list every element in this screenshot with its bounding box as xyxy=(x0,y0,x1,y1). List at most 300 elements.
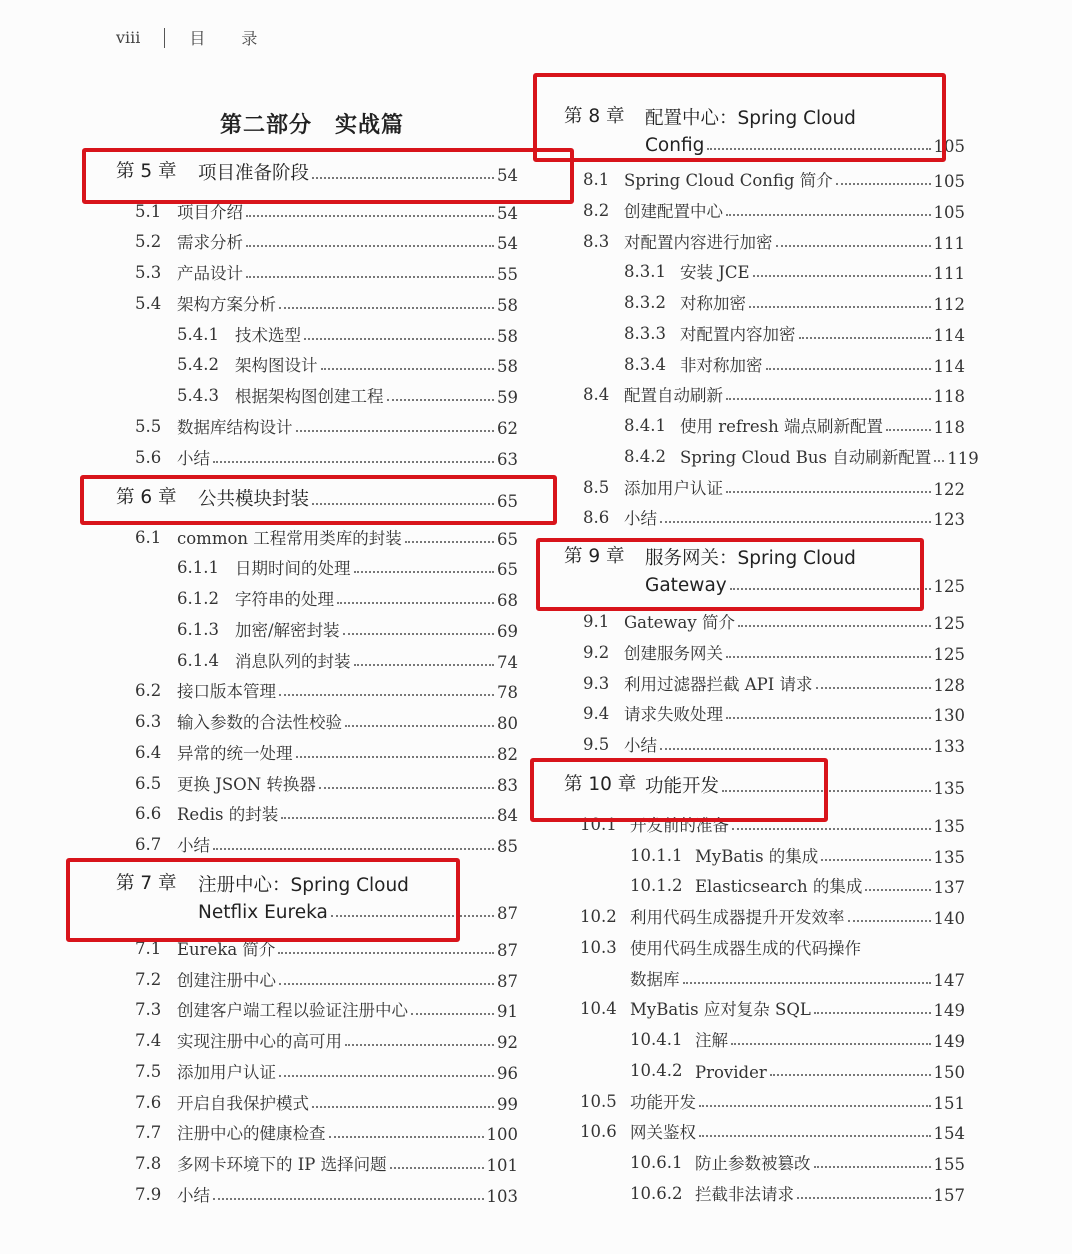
toc-entry-title: 输入参数的合法性校验 xyxy=(177,713,342,733)
toc-entry-number: 5.4.2 xyxy=(177,355,219,375)
toc-section-entry xyxy=(116,1152,518,1183)
dot-leader xyxy=(722,790,930,792)
toc-entry-title: 小结 xyxy=(177,836,210,856)
toc-entry-title: 添加用户认证 xyxy=(624,478,723,498)
dot-leader xyxy=(246,276,494,278)
toc-section-entry xyxy=(116,1090,518,1121)
toc-entry-title: 架构方案分析 xyxy=(177,294,276,314)
toc-entry-line xyxy=(116,260,518,284)
toc-entry-number: 9.2 xyxy=(583,642,610,662)
toc-section-entry xyxy=(564,640,965,671)
toc-section-entry xyxy=(564,671,965,702)
toc-entry-number: 第 8 章 xyxy=(564,106,625,127)
toc-entry-number: 7.8 xyxy=(135,1154,162,1174)
dot-leader xyxy=(312,503,494,505)
toc-page-number: 65 xyxy=(497,491,518,511)
toc-entry-number: 6.1.3 xyxy=(177,619,219,639)
toc-entry-number: 9.4 xyxy=(583,704,610,724)
dot-leader xyxy=(707,148,930,150)
dot-leader xyxy=(329,1136,484,1138)
toc-page-number: 99 xyxy=(497,1094,518,1114)
toc-entry-line xyxy=(564,444,979,468)
toc-page-number: 105 xyxy=(933,202,965,222)
toc-entry-title: 数据库 xyxy=(630,969,680,989)
toc-entry-number: 5.4.3 xyxy=(177,386,219,406)
toc-page-number: 65 xyxy=(497,529,518,549)
toc-chapter-entry xyxy=(116,150,518,199)
toc-page-number: 155 xyxy=(933,1155,965,1175)
toc-entry-line xyxy=(116,383,518,407)
toc-entry-number: 6.6 xyxy=(135,804,162,824)
toc-entry-number: 10.6.1 xyxy=(630,1153,683,1173)
toc-page-number: 135 xyxy=(933,816,965,836)
dot-leader xyxy=(213,1198,484,1200)
toc-entry-title: 技术选型 xyxy=(235,325,301,345)
toc-entry-line xyxy=(564,904,965,928)
toc-entry-number: 5.1 xyxy=(135,201,162,221)
dot-leader xyxy=(279,983,494,985)
toc-entry-number: 9.3 xyxy=(583,673,610,693)
toc-entry-title: Elasticsearch 的集成 xyxy=(695,877,863,897)
toc-entry-line xyxy=(116,445,518,469)
toc-entry-number: 6.2 xyxy=(135,681,162,701)
part-title: 第二部分 实战篇 xyxy=(220,112,405,138)
toc-entry-line xyxy=(116,555,518,579)
running-header xyxy=(116,26,257,49)
toc-page-number: 151 xyxy=(933,1093,965,1113)
toc-section-entry xyxy=(564,506,965,537)
toc-page-number: 82 xyxy=(497,744,518,764)
toc-chapter-entry xyxy=(116,476,518,525)
dot-leader xyxy=(279,1075,494,1077)
toc-page-number: 83 xyxy=(497,775,518,795)
toc-entry-number: 10.1.1 xyxy=(630,845,683,865)
toc-entry-number: 10.3 xyxy=(580,937,617,957)
toc-entry-line xyxy=(116,801,518,825)
toc-entry-title: 创建客户端工程以验证注册中心 xyxy=(177,1001,408,1021)
toc-entry-title: 使用 refresh 端点刷新配置 xyxy=(680,417,883,436)
toc-entry-title: 字符串的处理 xyxy=(235,590,334,610)
toc-entry-line xyxy=(116,1059,518,1083)
toc-section-entry xyxy=(564,936,965,998)
toc-entry-title: Gateway 简介 xyxy=(624,613,735,632)
toc-entry-title: 使用代码生成器生成的代码操作 xyxy=(630,938,861,958)
toc-entry-number: 8.3.4 xyxy=(624,354,666,374)
toc-page-number: 55 xyxy=(497,265,518,285)
toc-subsection-entry xyxy=(564,321,965,352)
dot-leader xyxy=(749,306,931,308)
toc-page-number: 54 xyxy=(497,203,518,223)
toc-section-entry xyxy=(116,1182,518,1213)
toc-entry-title: 添加用户认证 xyxy=(177,1062,276,1082)
header-title-1: 目 xyxy=(189,29,206,48)
toc-section-entry xyxy=(116,199,518,230)
toc-page-number: 96 xyxy=(497,1063,518,1083)
toc-entry-number: 10.4 xyxy=(580,999,617,1019)
toc-entry-title: MyBatis 应对复杂 SQL xyxy=(630,1000,811,1020)
toc-entry-line xyxy=(564,321,965,345)
toc-entry-number: 7.1 xyxy=(135,938,162,958)
toc-page-number: 114 xyxy=(933,325,965,345)
toc-entry-number: 5.3 xyxy=(135,263,162,283)
toc-entry-number: 第 7 章 xyxy=(116,872,177,894)
toc-entry-line xyxy=(564,290,965,314)
toc-entry-line xyxy=(116,617,518,641)
toc-entry-line xyxy=(116,709,518,733)
toc-entry-number: 10.1 xyxy=(580,814,617,834)
toc-section-entry xyxy=(564,475,965,506)
toc-entry-line xyxy=(564,732,965,756)
toc-entry-number: 10.6 xyxy=(580,1122,617,1142)
toc-entry-line xyxy=(116,1090,518,1114)
toc-entry-title: 注册中心的健康检查 xyxy=(177,1124,326,1144)
toc-entry-title: 小结 xyxy=(624,736,657,755)
toc-entry-title: 网关鉴权 xyxy=(630,1123,696,1143)
dot-leader xyxy=(281,817,494,819)
toc-entry-number: 10.1.2 xyxy=(630,876,683,896)
toc-page-number: 157 xyxy=(933,1185,965,1205)
toc-entry-line xyxy=(564,609,965,633)
toc-section-entry xyxy=(116,261,518,292)
toc-entry-line xyxy=(564,475,965,499)
dot-leader xyxy=(354,571,495,573)
dot-leader xyxy=(354,664,495,666)
dot-leader xyxy=(331,915,494,917)
dot-leader xyxy=(387,399,495,401)
toc-entry-number: 7.3 xyxy=(135,1000,162,1020)
toc-entry-title: 小结 xyxy=(177,448,210,468)
toc-entry-line xyxy=(564,382,965,406)
toc-entry-number: 8.5 xyxy=(583,477,610,497)
toc-section-entry xyxy=(564,1120,965,1151)
toc-page-number: 101 xyxy=(486,1156,518,1176)
toc-entry-number: 7.5 xyxy=(135,1061,162,1081)
dot-leader xyxy=(848,920,931,922)
toc-section-entry xyxy=(116,710,518,741)
toc-left-column xyxy=(116,150,518,1213)
toc-entry-title: 接口版本管理 xyxy=(177,682,276,702)
toc-entry-title: 配置中心：Spring Cloud xyxy=(645,108,856,129)
toc-section-entry xyxy=(116,998,518,1029)
toc-entry-title: Gateway xyxy=(645,575,727,597)
toc-entry-number: 10.4.1 xyxy=(630,1030,683,1050)
toc-entry-line xyxy=(116,1120,518,1144)
toc-page-number: 149 xyxy=(933,1032,965,1052)
toc-page-number: 68 xyxy=(497,591,518,611)
toc-entry-title: Provider xyxy=(695,1062,767,1082)
toc-entry-title: 注册中心：Spring Cloud xyxy=(198,874,409,896)
toc-section-entry xyxy=(564,702,965,733)
toc-section-entry xyxy=(564,168,965,199)
toc-entry-line xyxy=(564,1058,965,1082)
toc-page-number: 135 xyxy=(933,778,965,798)
toc-entry-number: 9.1 xyxy=(583,612,610,631)
toc-section-entry xyxy=(564,198,965,229)
toc-entry-title: 请求失败处理 xyxy=(624,705,723,725)
toc-chapter-entry xyxy=(116,863,518,936)
dot-leader xyxy=(770,1074,931,1076)
toc-page-number: 58 xyxy=(497,295,518,315)
toc-entry-title: Redis 的封装 xyxy=(177,805,279,825)
toc-entry-line xyxy=(116,487,518,511)
toc-page-number: 112 xyxy=(933,295,965,314)
toc-entry-title: 功能开发 xyxy=(645,775,720,797)
toc-entry-number: 第 10 章 xyxy=(564,773,637,795)
toc-section-entry xyxy=(564,383,965,414)
toc-entry-title: 利用代码生成器提升开发效率 xyxy=(630,908,845,928)
toc-section-entry xyxy=(116,230,518,261)
toc-section-entry xyxy=(116,1059,518,1090)
toc-section-entry xyxy=(116,740,518,771)
toc-entry-line xyxy=(116,832,518,856)
toc-entry-number: 6.1 xyxy=(135,527,162,547)
dot-leader xyxy=(345,1044,494,1046)
toc-entry-title: 拦截非法请求 xyxy=(695,1184,794,1204)
toc-entry-line xyxy=(564,229,965,253)
toc-page-number: 87 xyxy=(497,971,518,991)
toc-page-number: 62 xyxy=(497,418,518,438)
toc-entry-title: 需求分析 xyxy=(177,233,243,253)
dot-leader xyxy=(799,337,931,339)
toc-chapter-entry xyxy=(564,537,965,610)
toc-subsection-entry xyxy=(116,648,518,679)
toc-page-number: 135 xyxy=(933,847,965,867)
toc-page-number: 133 xyxy=(933,737,965,756)
toc-section-entry xyxy=(116,525,518,556)
dot-leader xyxy=(726,214,931,216)
toc-entry-title: 创建注册中心 xyxy=(177,970,276,990)
dot-leader xyxy=(312,1106,494,1108)
toc-entry-title: 实现注册中心的高可用 xyxy=(177,1032,342,1052)
toc-entry-title: 项目准备阶段 xyxy=(198,162,310,184)
toc-entry-line xyxy=(564,1119,965,1143)
dot-leader xyxy=(337,602,494,604)
toc-entry-line xyxy=(564,996,965,1020)
toc-page-number: 54 xyxy=(497,234,518,254)
toc-page-number: 54 xyxy=(497,165,518,185)
toc-entry-line xyxy=(116,899,518,923)
toc-entry-title: 非对称加密 xyxy=(680,355,763,375)
toc-entry-line xyxy=(564,198,965,222)
page-number: viii xyxy=(116,28,141,47)
toc-entry-number: 6.1.1 xyxy=(177,558,219,578)
toc-page-number: 137 xyxy=(933,878,965,898)
toc-entry-line xyxy=(564,106,965,130)
toc-entry-number: 6.7 xyxy=(135,835,162,855)
toc-entry-title: 产品设计 xyxy=(177,264,243,284)
dot-leader xyxy=(279,694,494,696)
toc-section-entry xyxy=(116,445,518,476)
toc-chapter-entry xyxy=(564,97,965,168)
toc-entry-line xyxy=(564,413,965,437)
toc-section-entry xyxy=(564,1089,965,1120)
toc-entry-line xyxy=(116,352,518,376)
toc-page-number: 149 xyxy=(933,1001,965,1021)
toc-page-number: 74 xyxy=(497,652,518,672)
toc-subsection-entry xyxy=(116,353,518,384)
toc-entry-number: 8.3.1 xyxy=(624,262,666,282)
toc-subsection-entry xyxy=(564,291,965,322)
toc-entry-line xyxy=(116,229,518,253)
dot-leader xyxy=(345,725,494,727)
dot-leader xyxy=(726,491,931,493)
toc-page-number: 87 xyxy=(497,940,518,960)
dot-leader xyxy=(726,398,931,400)
dot-leader xyxy=(319,787,494,789)
toc-page-number: 125 xyxy=(933,644,965,664)
dot-leader xyxy=(321,368,495,370)
toc-entry-line xyxy=(564,1181,965,1205)
toc-entry-number: 6.3 xyxy=(135,712,162,732)
toc-entry-line xyxy=(116,291,518,315)
toc-page-number: 63 xyxy=(497,449,518,469)
toc-entry-number: 6.4 xyxy=(135,742,162,762)
toc-page-number: 59 xyxy=(497,388,518,408)
toc-entry-line xyxy=(564,1150,965,1174)
dot-leader xyxy=(814,1012,931,1014)
toc-entry-line xyxy=(564,505,965,529)
toc-entry-number: 7.4 xyxy=(135,1031,162,1051)
dot-leader xyxy=(726,717,931,719)
toc-page-number: 125 xyxy=(933,577,965,597)
dot-leader xyxy=(776,245,931,247)
toc-chapter-entry xyxy=(564,763,965,812)
toc-entry-title: 对配置内容进行加密 xyxy=(624,232,773,252)
toc-subsection-entry xyxy=(564,352,965,383)
toc-entry-number: 7.9 xyxy=(135,1184,162,1204)
toc-page-number: 100 xyxy=(486,1125,518,1145)
dot-leader xyxy=(296,430,495,432)
dot-leader xyxy=(865,889,930,891)
dot-leader xyxy=(246,215,494,217)
toc-section-entry xyxy=(116,967,518,998)
toc-section-entry xyxy=(116,414,518,445)
toc-entry-title: 异常的统一处理 xyxy=(177,743,293,763)
toc-entry-line xyxy=(564,701,965,725)
toc-page-number: 122 xyxy=(933,479,965,499)
dot-leader xyxy=(683,982,931,984)
toc-page-number: 65 xyxy=(497,560,518,580)
toc-section-entry xyxy=(116,936,518,967)
dot-leader xyxy=(405,541,494,543)
toc-entry-line xyxy=(564,167,965,191)
toc-entry-title: 注解 xyxy=(695,1031,728,1051)
toc-page-number: 92 xyxy=(497,1033,518,1053)
toc-entry-line xyxy=(116,1151,518,1175)
dot-leader xyxy=(732,828,931,830)
dot-leader xyxy=(390,1167,484,1169)
toc-entry-line xyxy=(116,414,518,438)
toc-entry-line xyxy=(116,322,518,346)
toc-entry-title: 数据库结构设计 xyxy=(177,417,293,437)
toc-entry-number: 第 5 章 xyxy=(116,160,177,182)
toc-page-number: 69 xyxy=(497,621,518,641)
toc-section-entry xyxy=(564,813,965,844)
toc-entry-number: 8.4.1 xyxy=(624,416,666,435)
toc-entry-line xyxy=(564,572,965,596)
toc-page-number: 78 xyxy=(497,683,518,703)
dot-leader xyxy=(726,656,931,658)
toc-entry-title: 消息队列的封装 xyxy=(235,651,351,671)
toc-entry-number: 6.1.4 xyxy=(177,650,219,670)
toc-entry-line xyxy=(564,671,965,695)
dot-leader xyxy=(660,521,931,523)
toc-page-number: 147 xyxy=(933,970,965,990)
toc-entry-title: 更换 JSON 转换器 xyxy=(177,774,316,794)
toc-entry-title: 项目介绍 xyxy=(177,202,243,222)
toc-entry-line xyxy=(564,935,965,959)
toc-page-number: 118 xyxy=(933,387,965,407)
toc-entry-number: 8.4.2 xyxy=(624,446,666,466)
toc-page-number: 114 xyxy=(933,356,965,376)
toc-page-number: 105 xyxy=(933,172,965,191)
toc-page-number: 140 xyxy=(933,909,965,929)
toc-subsection-entry xyxy=(564,1028,965,1059)
toc-entry-title: 创建服务网关 xyxy=(624,643,723,663)
toc-page-number: 87 xyxy=(497,903,518,923)
toc-page-number: 150 xyxy=(933,1062,965,1082)
toc-entry-number: 10.5 xyxy=(580,1091,617,1111)
toc-entry-title: 对配置内容加密 xyxy=(680,324,796,344)
toc-subsection-entry xyxy=(564,1151,965,1182)
toc-entry-number: 9.5 xyxy=(583,735,610,754)
toc-entry-line xyxy=(564,259,965,283)
toc-page-number: 91 xyxy=(497,1002,518,1022)
toc-page-number: 80 xyxy=(497,714,518,734)
toc-entry-title: 根据架构图创建工程 xyxy=(235,387,384,407)
header-divider xyxy=(164,28,165,48)
toc-subsection-entry xyxy=(564,260,965,291)
dot-leader xyxy=(296,756,495,758)
toc-page-number: 130 xyxy=(933,706,965,726)
toc-subsection-entry xyxy=(564,444,979,475)
dot-leader xyxy=(279,307,494,309)
toc-entry-title: 日期时间的处理 xyxy=(235,559,351,579)
dot-leader xyxy=(343,633,494,635)
toc-subsection-entry xyxy=(116,384,518,415)
header-title-2: 录 xyxy=(241,29,258,48)
toc-section-entry xyxy=(564,997,965,1028)
toc-entry-title: 小结 xyxy=(624,509,657,529)
toc-page-number: 125 xyxy=(933,614,965,633)
dot-leader xyxy=(312,177,494,179)
toc-entry-number: 7.2 xyxy=(135,969,162,989)
toc-entry-line xyxy=(116,525,518,549)
toc-entry-line xyxy=(116,771,518,795)
toc-entry-number: 8.4 xyxy=(583,385,610,405)
toc-section-entry xyxy=(116,1029,518,1060)
toc-entry-title: 防止参数被篡改 xyxy=(695,1154,811,1174)
toc-page-number: 84 xyxy=(497,806,518,826)
toc-entry-line xyxy=(116,1182,518,1206)
toc-subsection-entry xyxy=(564,1059,965,1090)
dot-leader xyxy=(814,1166,931,1168)
toc-section-entry xyxy=(116,1121,518,1152)
dot-leader xyxy=(304,338,494,340)
toc-section-entry xyxy=(116,679,518,710)
toc-entry-line xyxy=(564,1089,965,1113)
toc-subsection-entry xyxy=(564,874,965,905)
toc-subsection-entry xyxy=(116,322,518,353)
toc-page-number: 118 xyxy=(933,418,965,437)
toc-subsection-entry xyxy=(564,414,965,445)
toc-entry-number: 5.6 xyxy=(135,447,162,467)
dot-leader xyxy=(213,461,494,463)
dot-leader xyxy=(816,687,931,689)
toc-entry-line xyxy=(116,740,518,764)
toc-entry-line xyxy=(564,1027,965,1051)
toc-subsection-entry xyxy=(564,1182,965,1213)
